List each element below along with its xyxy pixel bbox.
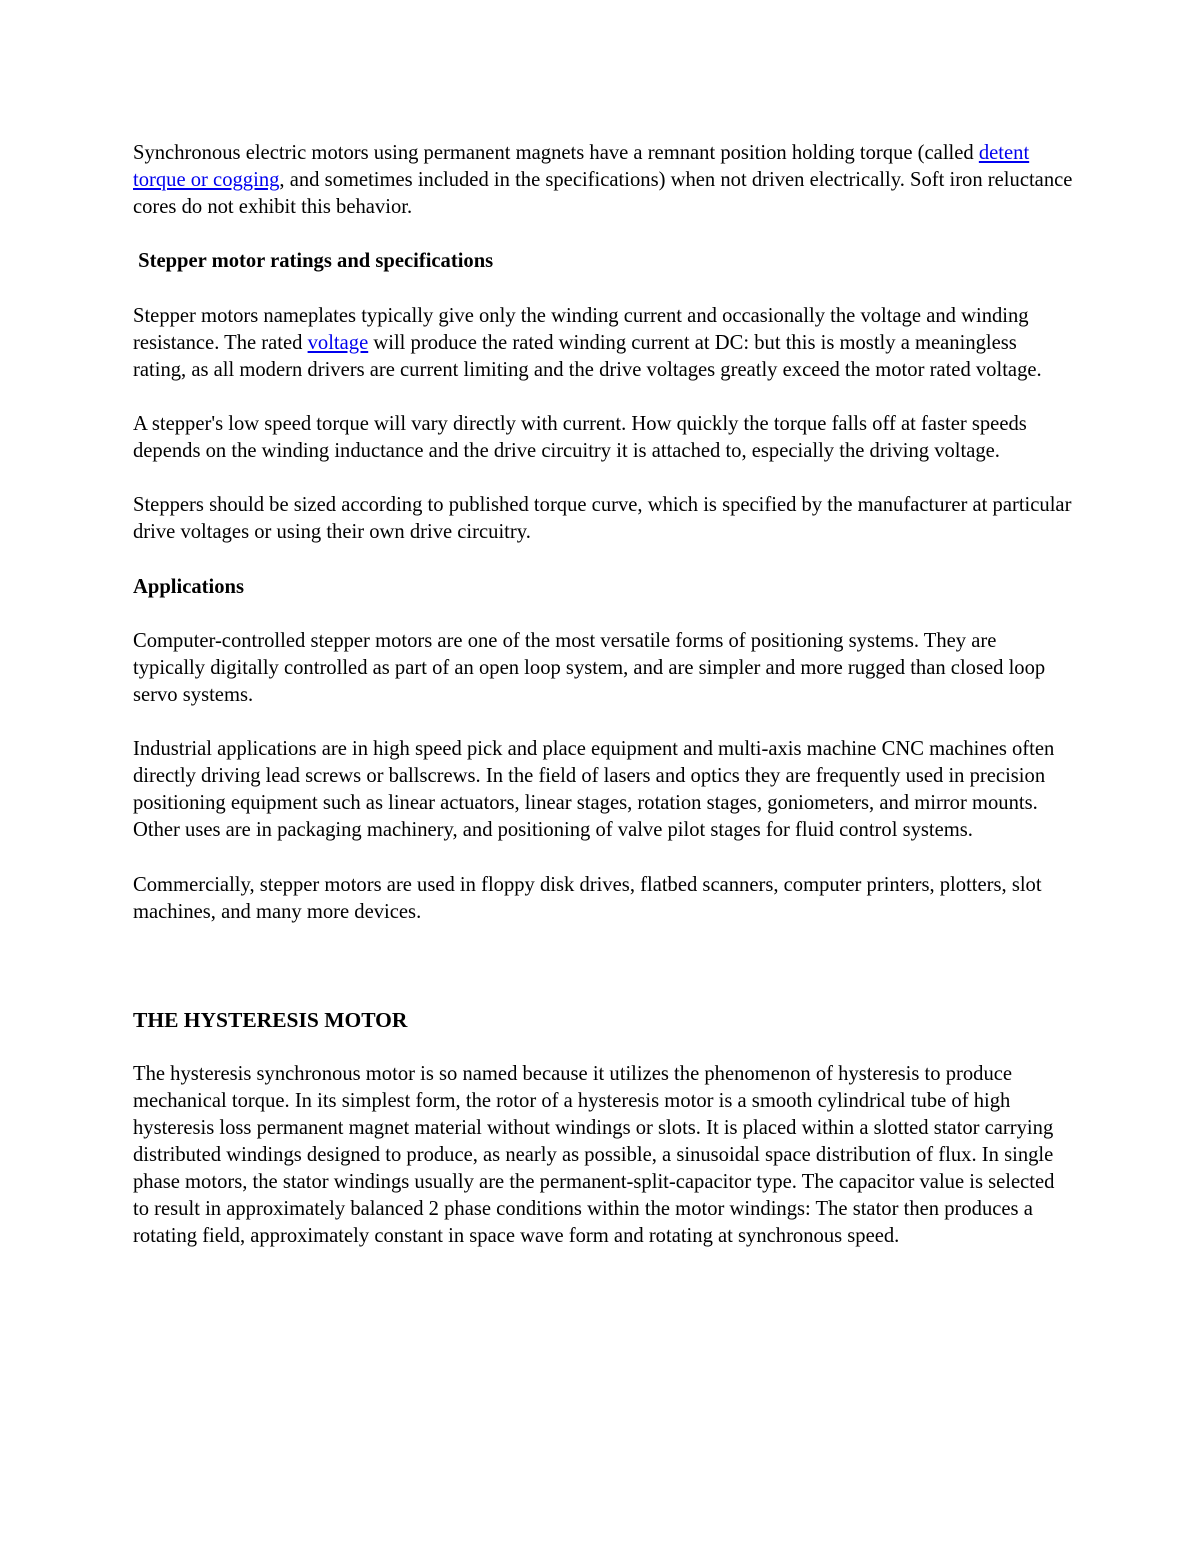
spacer: [133, 275, 1073, 302]
paragraph-commercial-uses: Commercially, stepper motors are used in floppy disk drives, flatbed scanners, computer printers, plotters, slot machines, and many more devices.: [133, 873, 1042, 923]
paragraph-sizing: Steppers should be sized according to published torque curve, which is specified by the manufacturer at particular drive voltages or using their own drive circuitry.: [133, 494, 1072, 544]
spacer: [133, 384, 1073, 411]
spacer: [133, 221, 1073, 248]
paragraph-low-speed-torque: A stepper's low speed torque will vary directly with current. How quickly the torque falls off at faster speeds depends on the winding inductance and the drive circuitry it is attached to, especially the driving voltage.: [133, 412, 1027, 463]
voltage-link[interactable]: voltage: [307, 331, 369, 354]
spacer: [133, 465, 1073, 492]
paragraph-hysteresis-description: The hysteresis synchronous motor is so named because it utilizes the phenomenon of hysteresis to produce mechanical torque. In its simplest form, the rotor of a hysteresis motor is a smooth cylindrical tube of high hysteresis loss permanent magnet material without windings or slots. It is placed within a slotted stator carrying distributed windings designed to produce, as nearly as possible, a sinusoidal space distribution of flux. In single phase motors, the stator windings usually are the permanent-split-capacitor type. The capacitor value is selected to result in approximately balanced 2 phase conditions within the motor windings: The stator then produces a rotating field, approximately constant in space wave form and rotating at synchronous speed.: [133, 1062, 1055, 1248]
paragraph-nameplates: [133, 303, 1073, 384]
heading-applications: Applications: [133, 575, 245, 598]
spacer: [133, 844, 1073, 871]
heading-stepper-ratings: Stepper motor ratings and specifications: [133, 250, 494, 273]
paragraph-detent-torque: [133, 140, 1073, 221]
document-page: [133, 140, 1073, 1251]
spacer: [133, 1034, 1073, 1061]
detent-torque-link[interactable]: detent torque or cogging: [133, 142, 1030, 192]
paragraph-text: Stepper motors nameplates typically give only the winding current and occasionally the voltage and winding resistance. The rated: [133, 304, 1029, 354]
heading-hysteresis-motor: THE HYSTERESIS MOTOR: [133, 1007, 408, 1032]
spacer: [133, 546, 1073, 573]
paragraph-computer-controlled: Computer-controlled stepper motors are one of the most versatile forms of positioning systems. They are typically digitally controlled as part of an open loop system, and are simpler and more rugged than closed loop servo systems.: [133, 629, 1046, 706]
spacer: [133, 926, 1073, 1007]
paragraph-text: Synchronous electric motors using permanent magnets have a remnant position holding torque (called: [133, 142, 979, 164]
spacer: [133, 709, 1073, 736]
paragraph-industrial-applications: Industrial applications are in high speed pick and place equipment and multi-axis machine CNC machines often directly driving lead screws or ballscrews. In the field of lasers and optics they are frequently used in precision positioning equipment such as linear actuators, linear stages, rotation stages, goniometers, and mirror mounts. Other uses are in packaging machinery, and positioning of valve pilot stages for fluid control systems.: [133, 738, 1055, 842]
paragraph-text: will produce the rated winding current at DC: but this is mostly a meaningless rating, as all modern drivers are current limiting and the drive voltages greatly exceed the motor rated voltage.: [133, 331, 1042, 381]
paragraph-text: , and sometimes included in the specifications) when not driven electrically. Soft iron reluctance cores do not exhibit this behavior.: [133, 169, 1073, 219]
spacer: [133, 601, 1073, 628]
